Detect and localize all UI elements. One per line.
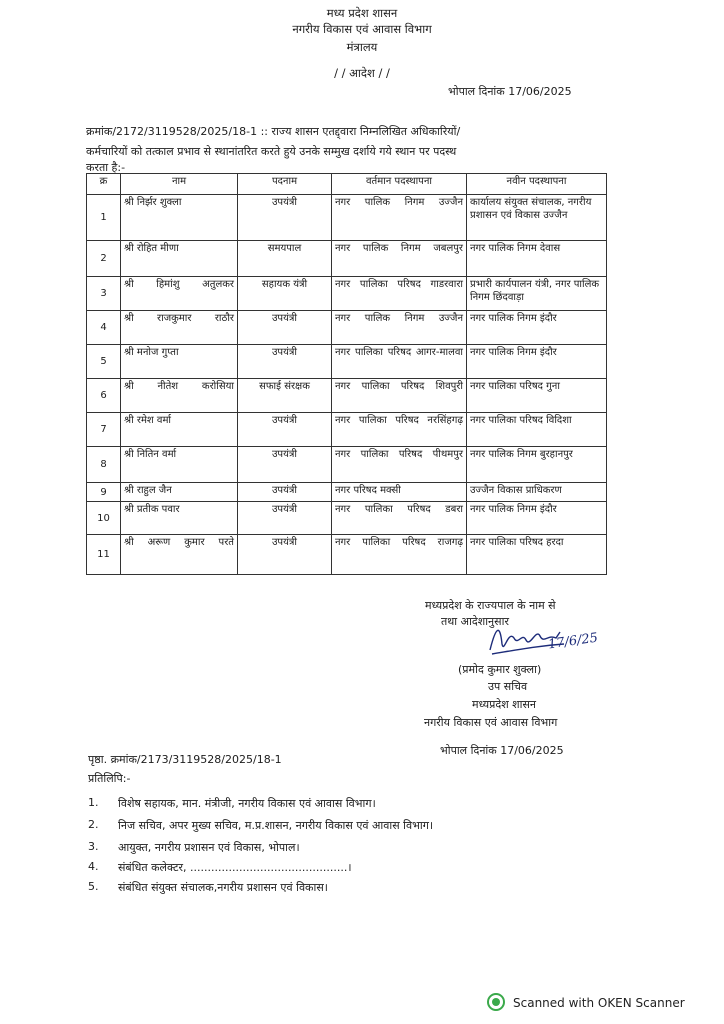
cell-serial: 10 bbox=[87, 502, 121, 535]
cell-name: श्री रोहित मीणा bbox=[121, 241, 238, 277]
signature-date: 17/6/25 bbox=[547, 630, 599, 653]
signatory-name: (प्रमोद कुमार शुक्ला) bbox=[458, 663, 542, 676]
cell-current-posting: नगर पालिक निगम उज्जैन bbox=[332, 195, 467, 241]
cell-current-posting: नगर पालिका परिषद गाडरवारा bbox=[332, 277, 467, 311]
cell-designation: उपयंत्री bbox=[238, 483, 332, 502]
cell-serial: 3 bbox=[87, 277, 121, 311]
cell-new-posting: नगर पालिका परिषद हरदा bbox=[467, 535, 607, 575]
header-department: नगरीय विकास एवं आवास विभाग bbox=[292, 22, 432, 36]
cell-serial: 4 bbox=[87, 311, 121, 345]
cell-designation: उपयंत्री bbox=[238, 535, 332, 575]
cell-serial: 9 bbox=[87, 483, 121, 502]
list-item-number: 4. bbox=[88, 860, 99, 873]
col-header-serial: क्र bbox=[87, 174, 121, 195]
list-item-text: संबंधित संयुक्त संचालक,नगरीय प्रशासन एवं विकास। bbox=[118, 881, 328, 894]
cell-name: श्री नीतेश करोसिया bbox=[121, 379, 238, 413]
cell-designation: समयपाल bbox=[238, 241, 332, 277]
cell-serial: 5 bbox=[87, 345, 121, 379]
table-row bbox=[87, 241, 607, 277]
cell-name: श्री हिमांशु अतुलकर bbox=[121, 277, 238, 311]
cell-name: श्री राजकुमार राठौर bbox=[121, 311, 238, 345]
table-row bbox=[87, 379, 607, 413]
table-row bbox=[87, 277, 607, 311]
cell-current-posting: नगर पालिका परिषद पीथमपुर bbox=[332, 447, 467, 483]
list-item-number: 5. bbox=[88, 880, 99, 893]
cell-serial: 11 bbox=[87, 535, 121, 575]
cell-new-posting: नगर पालिक निगम देवास bbox=[467, 241, 607, 277]
table-row bbox=[87, 447, 607, 483]
cell-name: श्री निर्झर शुक्ला bbox=[121, 195, 238, 241]
cell-new-posting: नगर पालिका परिषद गुना bbox=[467, 379, 607, 413]
cell-current-posting: नगर परिषद मक्सी bbox=[332, 483, 467, 502]
cell-current-posting: नगर पालिक निगम जबलपुर bbox=[332, 241, 467, 277]
copy-to-label: प्रतिलिपि:- bbox=[88, 772, 131, 785]
header-govt: मध्य प्रदेश शासन bbox=[326, 6, 398, 20]
signatory-office: मध्यप्रदेश शासन bbox=[472, 698, 537, 711]
cell-designation: उपयंत्री bbox=[238, 345, 332, 379]
cell-designation: उपयंत्री bbox=[238, 502, 332, 535]
cell-serial: 1 bbox=[87, 195, 121, 241]
signature-authority-line-1: मध्यप्रदेश के राज्यपाल के नाम से bbox=[425, 599, 556, 612]
scanner-watermark bbox=[487, 993, 685, 1011]
cell-designation: उपयंत्री bbox=[238, 195, 332, 241]
cell-serial: 8 bbox=[87, 447, 121, 483]
list-item-text: विशेष सहायक, मान. मंत्रीजी, नगरीय विकास एवं आवास विभाग। bbox=[118, 797, 376, 810]
cell-serial: 2 bbox=[87, 241, 121, 277]
intro-line-2: कर्मचारियों को तत्काल प्रभाव से स्थानांतरित करते हुये उनके सम्मुख दर्शाये गये स्थान पर पदस्थ bbox=[86, 145, 457, 158]
col-header-new-posting: नवीन पदस्थापना bbox=[467, 174, 607, 195]
order-date: भोपाल दिनांक 17/06/2025 bbox=[448, 85, 572, 98]
endorsement-number: पृष्ठा. क्रमांक/2173/3119528/2025/18-1 bbox=[88, 753, 282, 766]
cell-name: श्री प्रतीक पवार bbox=[121, 502, 238, 535]
intro-line-1: क्रमांक/2172/3119528/2025/18-1 :: राज्य शासन एतद्द्वारा निम्नलिखित अधिकारियों/ bbox=[86, 125, 461, 138]
col-header-current-posting: वर्तमान पदस्थापना bbox=[332, 174, 467, 195]
transfer-table bbox=[86, 173, 607, 575]
cell-designation: उपयंत्री bbox=[238, 447, 332, 483]
col-header-designation: पदनाम bbox=[238, 174, 332, 195]
list-item-number: 2. bbox=[88, 818, 99, 831]
cell-new-posting: नगर पालिक निगम इंदौर bbox=[467, 502, 607, 535]
table-row bbox=[87, 195, 607, 241]
cell-current-posting: नगर पालिका परिषद नरसिंहगढ़ bbox=[332, 413, 467, 447]
signature-authority-line-2: तथा आदेशानुसार bbox=[441, 615, 509, 628]
cell-new-posting: प्रभारी कार्यपालन यंत्री, नगर पालिक निगम छिंदवाड़ा bbox=[467, 277, 607, 311]
cell-name: श्री मनोज गुप्ता bbox=[121, 345, 238, 379]
cell-new-posting: नगर पालिक निगम इंदौर bbox=[467, 345, 607, 379]
header-ministry: मंत्रालय bbox=[346, 40, 378, 54]
list-item-number: 3. bbox=[88, 840, 99, 853]
table-row bbox=[87, 345, 607, 379]
cell-name: श्री राहुल जैन bbox=[121, 483, 238, 502]
signatory-department: नगरीय विकास एवं आवास विभाग bbox=[424, 716, 558, 729]
cell-new-posting: उज्जैन विकास प्राधिकरण bbox=[467, 483, 607, 502]
table-row bbox=[87, 535, 607, 575]
scanner-watermark-text: Scanned with OKEN Scanner bbox=[513, 996, 685, 1010]
table-row bbox=[87, 502, 607, 535]
cell-current-posting: नगर पालिका परिषद शिवपुरी bbox=[332, 379, 467, 413]
list-item-text: निज सचिव, अपर मुख्य सचिव, म.प्र.शासन, नगरीय विकास एवं आवास विभाग। bbox=[118, 819, 434, 832]
cell-name: श्री रमेश वर्मा bbox=[121, 413, 238, 447]
cell-serial: 7 bbox=[87, 413, 121, 447]
intro-line-3: करता है:- bbox=[86, 161, 126, 174]
cell-serial: 6 bbox=[87, 379, 121, 413]
table-header-row bbox=[87, 174, 607, 195]
list-item-text: संबंधित कलेक्टर, .............................................। bbox=[118, 861, 352, 874]
cell-new-posting: नगर पालिक निगम इंदौर bbox=[467, 311, 607, 345]
col-header-name: नाम bbox=[121, 174, 238, 195]
table-row bbox=[87, 311, 607, 345]
list-item-number: 1. bbox=[88, 796, 99, 809]
cell-current-posting: नगर पालिका परिषद आगर-मालवा bbox=[332, 345, 467, 379]
cell-name: श्री नितिन वर्मा bbox=[121, 447, 238, 483]
order-title: / / आदेश / / bbox=[334, 66, 390, 80]
cell-current-posting: नगर पालिका परिषद डबरा bbox=[332, 502, 467, 535]
table-row bbox=[87, 413, 607, 447]
cell-current-posting: नगर पालिका परिषद राजगढ़ bbox=[332, 535, 467, 575]
cell-current-posting: नगर पालिक निगम उज्जैन bbox=[332, 311, 467, 345]
list-item-text: आयुक्त, नगरीय प्रशासन एवं विकास, भोपाल। bbox=[118, 841, 300, 854]
cell-name: श्री अरूण कुमार परते bbox=[121, 535, 238, 575]
cell-new-posting: नगर पालिका परिषद विदिशा bbox=[467, 413, 607, 447]
cell-designation: सफाई संरक्षक bbox=[238, 379, 332, 413]
table-row bbox=[87, 483, 607, 502]
scanner-logo-icon bbox=[487, 993, 505, 1011]
cell-new-posting: कार्यालय संयुक्त संचालक, नगरीय प्रशासन एवं विकास उज्जैन bbox=[467, 195, 607, 241]
cell-designation: सहायक यंत्री bbox=[238, 277, 332, 311]
signatory-title: उप सचिव bbox=[488, 680, 528, 693]
cell-new-posting: नगर पालिक निगम बुरहानपुर bbox=[467, 447, 607, 483]
cell-designation: उपयंत्री bbox=[238, 311, 332, 345]
endorsement-date: भोपाल दिनांक 17/06/2025 bbox=[440, 744, 564, 757]
cell-designation: उपयंत्री bbox=[238, 413, 332, 447]
